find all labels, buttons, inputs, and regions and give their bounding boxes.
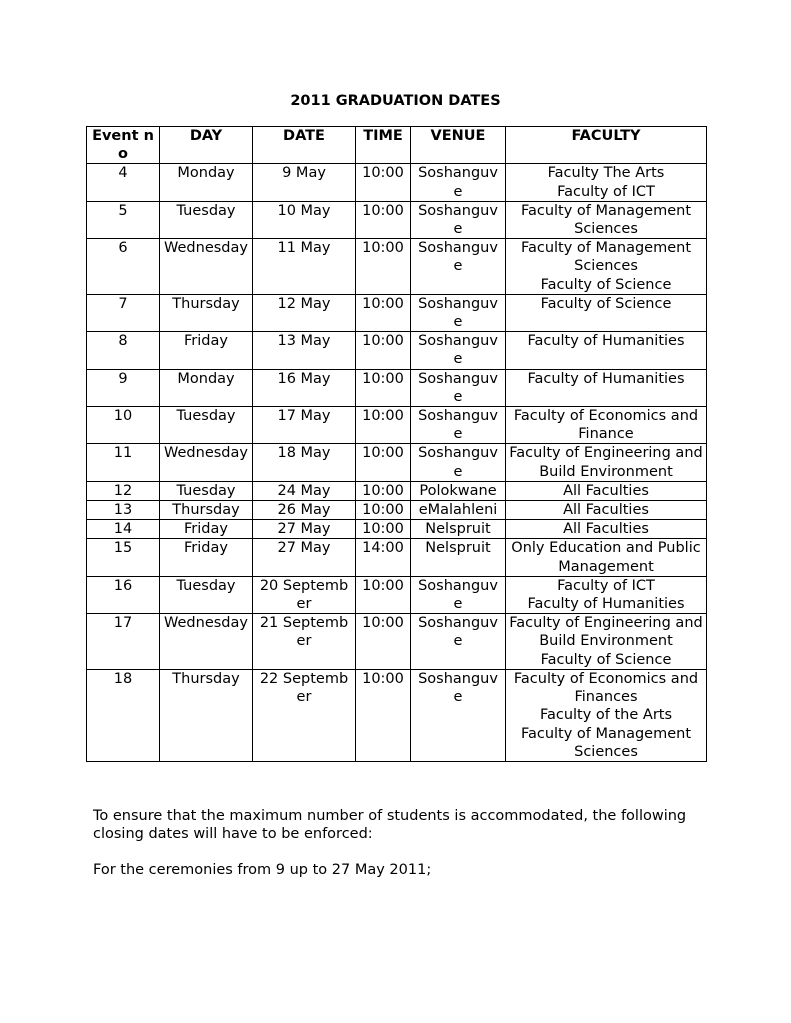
venue-cell: Polokwane — [411, 481, 506, 500]
day-cell: Wednesday — [160, 239, 253, 295]
time-cell: 14:00 — [356, 539, 411, 576]
event-no-cell: 16 — [87, 576, 160, 613]
venue-cell: Soshanguve — [411, 201, 506, 238]
venue-cell: Soshanguve — [411, 332, 506, 369]
time-cell: 10:00 — [356, 576, 411, 613]
faculty-cell: Faculty of Management Sciences — [506, 201, 707, 238]
table-row — [87, 576, 707, 613]
day-cell: Tuesday — [160, 576, 253, 613]
date-cell: 24 May — [253, 481, 356, 500]
day-cell: Friday — [160, 332, 253, 369]
event-no-cell: 7 — [87, 294, 160, 331]
time-cell: 10:00 — [356, 669, 411, 761]
table-row — [87, 294, 707, 331]
date-cell: 13 May — [253, 332, 356, 369]
day-cell: Friday — [160, 520, 253, 539]
event-no-cell: 6 — [87, 239, 160, 295]
time-cell: 10:00 — [356, 201, 411, 238]
faculty-cell: Only Education and Public Management — [506, 539, 707, 576]
closing-dates-note: To ensure that the maximum number of students is accommodated, the following closing dates will have to be enforced: — [93, 808, 687, 843]
venue-cell: Soshanguve — [411, 407, 506, 444]
table-row — [87, 614, 707, 670]
faculty-cell: Faculty of Engineering and Build Environment — [506, 444, 707, 481]
faculty-cell: Faculty of Economics and Finance — [506, 407, 707, 444]
header-time: TIME — [356, 127, 411, 164]
event-no-cell: 18 — [87, 669, 160, 761]
day-cell: Monday — [160, 164, 253, 201]
table-row — [87, 539, 707, 576]
table-row — [87, 239, 707, 295]
header-faculty: FACULTY — [506, 127, 707, 164]
day-cell: Thursday — [160, 294, 253, 331]
venue-cell: Soshanguve — [411, 444, 506, 481]
table-body — [87, 164, 707, 762]
graduation-dates-table — [86, 126, 707, 762]
date-cell: 21 September — [253, 614, 356, 670]
day-cell: Wednesday — [160, 614, 253, 670]
time-cell: 10:00 — [356, 407, 411, 444]
table-row — [87, 481, 707, 500]
date-cell: 16 May — [253, 369, 356, 406]
event-no-cell: 5 — [87, 201, 160, 238]
table-row — [87, 444, 707, 481]
event-no-cell: 15 — [87, 539, 160, 576]
time-cell: 10:00 — [356, 614, 411, 670]
header-event-no: Event no — [87, 127, 160, 164]
date-cell: 22 September — [253, 669, 356, 761]
date-cell: 18 May — [253, 444, 356, 481]
venue-cell: Nelspruit — [411, 539, 506, 576]
faculty-cell: Faculty of Science — [506, 294, 707, 331]
table-row — [87, 201, 707, 238]
date-cell: 27 May — [253, 539, 356, 576]
table-header-row — [87, 127, 707, 164]
time-cell: 10:00 — [356, 332, 411, 369]
table-row — [87, 332, 707, 369]
time-cell: 10:00 — [356, 501, 411, 520]
document-title: 2011 GRADUATION DATES — [290, 93, 501, 109]
table-row — [87, 164, 707, 201]
faculty-cell: Faculty of Management Sciences Faculty of Science — [506, 239, 707, 295]
time-cell: 10:00 — [356, 481, 411, 500]
day-cell: Monday — [160, 369, 253, 406]
faculty-cell: Faculty The Arts Faculty of ICT — [506, 164, 707, 201]
date-cell: 11 May — [253, 239, 356, 295]
header-day: DAY — [160, 127, 253, 164]
venue-cell: Soshanguve — [411, 576, 506, 613]
day-cell: Thursday — [160, 669, 253, 761]
date-cell: 20 September — [253, 576, 356, 613]
day-cell: Friday — [160, 539, 253, 576]
faculty-cell: All Faculties — [506, 520, 707, 539]
event-no-cell: 8 — [87, 332, 160, 369]
table-row — [87, 669, 707, 761]
table-row — [87, 407, 707, 444]
day-cell: Tuesday — [160, 201, 253, 238]
day-cell: Thursday — [160, 501, 253, 520]
time-cell: 10:00 — [356, 239, 411, 295]
faculty-cell: All Faculties — [506, 501, 707, 520]
time-cell: 10:00 — [356, 520, 411, 539]
venue-cell: eMalahleni — [411, 501, 506, 520]
day-cell: Tuesday — [160, 407, 253, 444]
event-no-cell: 10 — [87, 407, 160, 444]
event-no-cell: 17 — [87, 614, 160, 670]
table-row — [87, 501, 707, 520]
time-cell: 10:00 — [356, 294, 411, 331]
event-no-cell: 14 — [87, 520, 160, 539]
venue-cell: Soshanguve — [411, 369, 506, 406]
faculty-cell: Faculty of Humanities — [506, 369, 707, 406]
faculty-cell: Faculty of ICT Faculty of Humanities — [506, 576, 707, 613]
event-no-cell: 12 — [87, 481, 160, 500]
day-cell: Wednesday — [160, 444, 253, 481]
faculty-cell: All Faculties — [506, 481, 707, 500]
date-cell: 26 May — [253, 501, 356, 520]
venue-cell: Soshanguve — [411, 164, 506, 201]
event-no-cell: 9 — [87, 369, 160, 406]
venue-cell: Soshanguve — [411, 669, 506, 761]
event-no-cell: 11 — [87, 444, 160, 481]
table-row — [87, 369, 707, 406]
venue-cell: Soshanguve — [411, 239, 506, 295]
time-cell: 10:00 — [356, 444, 411, 481]
ceremonies-range-note: For the ceremonies from 9 up to 27 May 2011; — [93, 862, 432, 878]
event-no-cell: 13 — [87, 501, 160, 520]
venue-cell: Soshanguve — [411, 614, 506, 670]
faculty-cell: Faculty of Humanities — [506, 332, 707, 369]
header-venue: VENUE — [411, 127, 506, 164]
faculty-cell: Faculty of Engineering and Build Environment Faculty of Science — [506, 614, 707, 670]
table-row — [87, 520, 707, 539]
date-cell: 12 May — [253, 294, 356, 331]
date-cell: 27 May — [253, 520, 356, 539]
header-date: DATE — [253, 127, 356, 164]
time-cell: 10:00 — [356, 164, 411, 201]
date-cell: 9 May — [253, 164, 356, 201]
date-cell: 17 May — [253, 407, 356, 444]
time-cell: 10:00 — [356, 369, 411, 406]
venue-cell: Soshanguve — [411, 294, 506, 331]
venue-cell: Nelspruit — [411, 520, 506, 539]
date-cell: 10 May — [253, 201, 356, 238]
event-no-cell: 4 — [87, 164, 160, 201]
day-cell: Tuesday — [160, 481, 253, 500]
faculty-cell: Faculty of Economics and Finances Faculty of the Arts Faculty of Management Sciences — [506, 669, 707, 761]
